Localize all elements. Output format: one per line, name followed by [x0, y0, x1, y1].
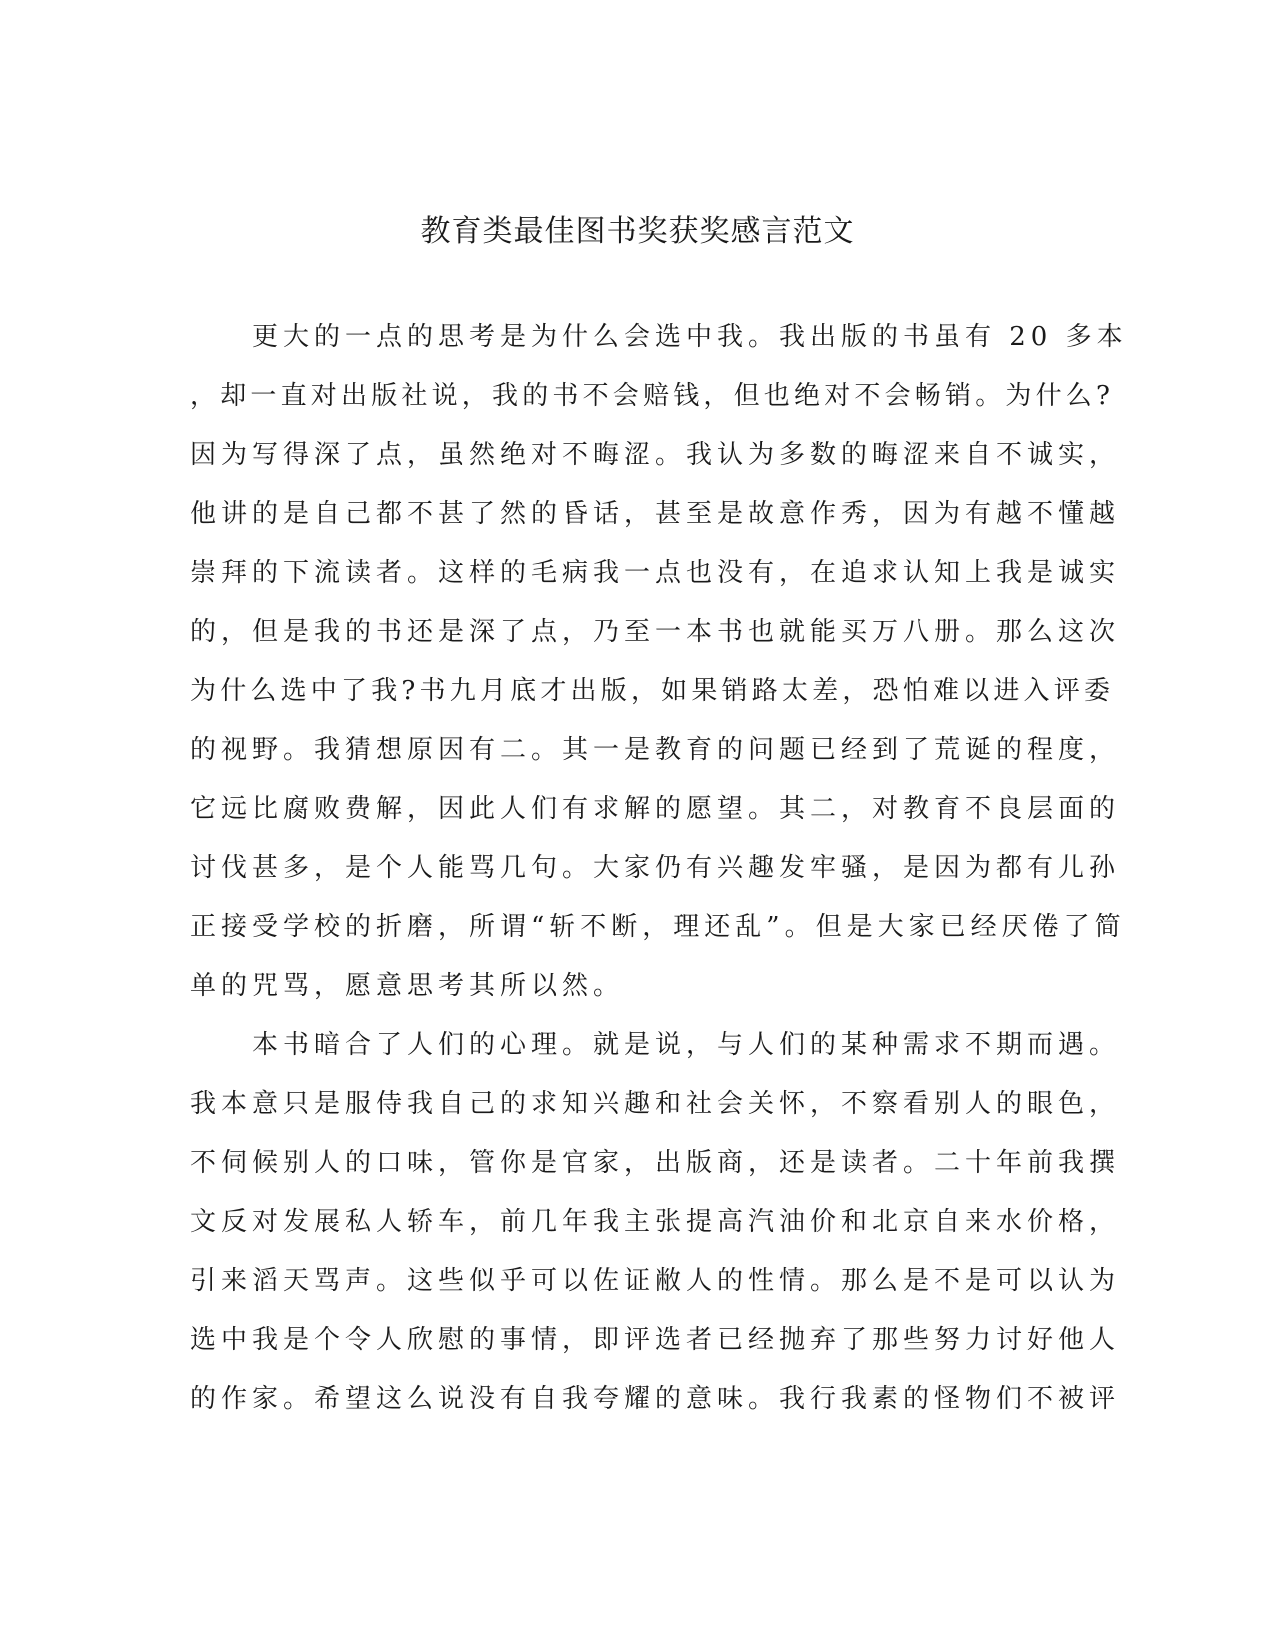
paragraph-2-line-3: 不伺候别人的口味，管你是官家，出版商，还是读者。二十年前我撰 [190, 1148, 1121, 1178]
paragraph-2-line-4: 文反对发展私人轿车，前几年我主张提高汽油价和北京自来水价格， [190, 1207, 1121, 1237]
paragraph-2-line-5: 引来滔天骂声。这些似乎可以佐证敝人的性情。那么是不是可以认为 [190, 1266, 1121, 1296]
paragraph-1-line-9: 它远比腐败费解，因此人们有求解的愿望。其二，对教育不良层面的 [190, 794, 1121, 824]
paragraph-2-line-2: 我本意只是服侍我自己的求知兴趣和社会关怀，不察看别人的眼色， [190, 1089, 1121, 1119]
paragraph-1-line-12: 单的咒骂，愿意思考其所以然。 [190, 971, 625, 1001]
paragraph-1-line-6: 的，但是我的书还是深了点，乃至一本书也就能买万八册。那么这次 [190, 617, 1121, 647]
paragraph-1-line-11: 正接受学校的折磨，所谓“斩不断，理还乱”。但是大家已经厌倦了简 [190, 912, 1126, 942]
paragraph-1-line-10: 讨伐甚多，是个人能骂几句。大家仍有兴趣发牢骚，是因为都有儿孙 [190, 853, 1121, 883]
paragraph-1-line-7: 为什么选中了我?书九月底才出版，如果销路太差，恐怕难以进入评委 [190, 676, 1115, 706]
paragraph-1-line-4: 他讲的是自己都不甚了然的昏话，甚至是故意作秀，因为有越不懂越 [190, 499, 1121, 529]
paragraph-1-line-8: 的视野。我猜想原因有二。其一是教育的问题已经到了荒诞的程度， [190, 735, 1121, 765]
paragraph-1-line-5: 崇拜的下流读者。这样的毛病我一点也没有，在追求认知上我是诚实 [190, 558, 1121, 588]
paragraph-2-line-6: 选中我是个令人欣慰的事情，即评选者已经抛弃了那些努力讨好他人 [190, 1325, 1121, 1355]
paragraph-1-line-1: 更大的一点的思考是为什么会选中我。我出版的书虽有 20 多本 [252, 322, 1128, 352]
paragraph-1-line-2: ，却一直对出版社说，我的书不会赔钱，但也绝对不会畅销。为什么? [190, 381, 1115, 411]
paragraph-1-line-3: 因为写得深了点，虽然绝对不晦涩。我认为多数的晦涩来自不诚实， [190, 440, 1121, 470]
paragraph-2-line-1: 本书暗合了人们的心理。就是说，与人们的某种需求不期而遇。 [252, 1030, 1121, 1060]
document-title: 教育类最佳图书奖获奖感言范文 [420, 214, 855, 249]
paragraph-2-line-7: 的作家。希望这么说没有自我夸耀的意味。我行我素的怪物们不被评 [190, 1384, 1121, 1414]
